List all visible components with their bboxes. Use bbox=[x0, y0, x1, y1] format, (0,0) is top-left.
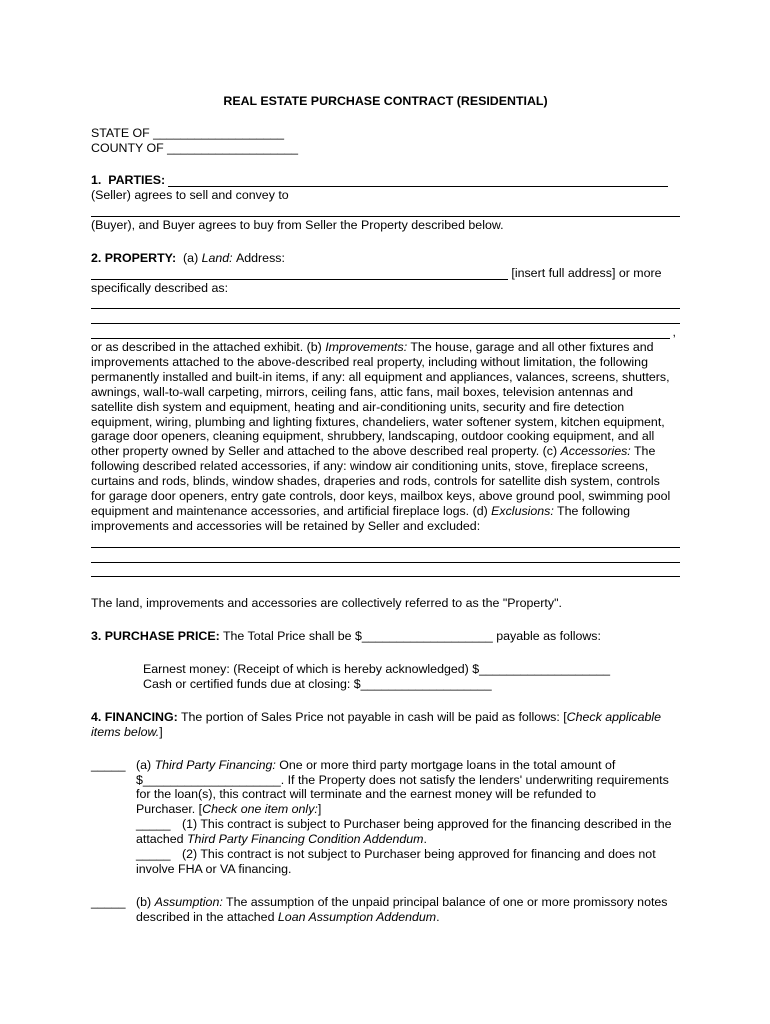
collective-note: The land, improvements and accessories are collectively referred to as the "Property". bbox=[91, 596, 562, 611]
third-party-text: Purchaser. [ bbox=[136, 802, 203, 817]
description-line bbox=[91, 504, 680, 519]
county-label: COUNTY OF bbox=[91, 141, 164, 156]
payment-breakdown bbox=[91, 662, 680, 692]
state-line bbox=[91, 126, 680, 141]
collective-note-block bbox=[91, 596, 680, 611]
third-party-line bbox=[91, 758, 680, 773]
description-line: improvements attached to the above-described real property, including without limitation, the following bbox=[91, 354, 648, 369]
third-party-amount-line bbox=[91, 773, 680, 788]
financing-option-2-text: (2) This contract is not subject to Purchaser being approved for financing and does not bbox=[182, 847, 656, 862]
legal-description-comma: , bbox=[672, 325, 676, 340]
third-party-label: Third Party Financing: bbox=[154, 757, 276, 772]
financing-option-1-cont bbox=[91, 832, 680, 847]
property-heading-line bbox=[91, 251, 680, 266]
assumption-text: The assumption of the unpaid principal balance of one or more promissory notes bbox=[222, 894, 668, 909]
third-party-text: One or more third party mortgage loans in the total amount of bbox=[275, 757, 616, 772]
described-as-line: specifically described as: bbox=[91, 280, 229, 295]
description-line: for garage door openers, entry gate controls, door keys, mailbox keys, above ground pool, swimming pool bbox=[91, 488, 671, 503]
assumption-item bbox=[91, 895, 680, 925]
payable-text: payable as follows: bbox=[492, 629, 601, 644]
county-line bbox=[91, 141, 680, 156]
third-party-text: ] bbox=[317, 802, 322, 817]
third-party-amount-field[interactable]: ____________________ bbox=[142, 772, 281, 787]
address-label: Address: bbox=[236, 250, 285, 265]
property-heading: 2. PROPERTY: bbox=[91, 250, 177, 265]
legal-description-field-1[interactable] bbox=[91, 295, 680, 310]
financing-line bbox=[91, 710, 680, 725]
description-line bbox=[91, 340, 680, 355]
exclusions-field-2[interactable] bbox=[91, 549, 680, 564]
third-party-instruction-line bbox=[91, 802, 680, 817]
cash-at-closing-field[interactable]: ___________________ bbox=[360, 677, 492, 691]
financing-section bbox=[91, 710, 680, 740]
description-line: awnings, wall-to-wall carpeting, mirrors, ceiling fans, attic fans, mail boxes, television antennas and bbox=[91, 384, 633, 399]
financing-heading: 4. FINANCING: bbox=[91, 709, 178, 724]
financing-option-1-text: attached bbox=[136, 832, 187, 847]
improvements-label: Improvements: bbox=[325, 340, 408, 355]
financing-option-1-text: (1) This contract is subject to Purchaser being approved for the financing described in the bbox=[182, 817, 672, 832]
check-one-instruction: Check one item only: bbox=[202, 802, 318, 817]
description-line: satellite dish system and equipment, heating and air-conditioning units, security and fire detection bbox=[91, 399, 625, 414]
financing-instruction: Check applicable bbox=[566, 709, 662, 724]
land-label: Land: bbox=[201, 250, 233, 265]
description-line bbox=[91, 444, 680, 459]
state-label: STATE OF bbox=[91, 126, 150, 141]
seller-line: (Seller) agrees to sell and convey to bbox=[91, 188, 289, 203]
cash-at-closing-text: Cash or certified funds due at closing: $ bbox=[143, 677, 361, 691]
assumption-line bbox=[91, 895, 680, 910]
financing-instruction-cont: items below. bbox=[91, 724, 160, 739]
description-line: curtains and rods, blinds, window shades, draperies and rods, controls for satellite dish system, controls bbox=[91, 474, 660, 489]
financing-option-1-checkbox[interactable]: _____ bbox=[136, 817, 171, 832]
contract-document bbox=[91, 0, 680, 925]
state-field[interactable]: ___________________ bbox=[153, 126, 285, 141]
assumption-checkbox[interactable]: _____ bbox=[91, 894, 126, 909]
total-price-field[interactable]: ___________________ bbox=[361, 629, 493, 644]
earnest-money-line bbox=[91, 662, 680, 677]
third-party-text: . If the Property does not satisfy the lenders' underwriting requirements bbox=[280, 772, 669, 787]
legal-description-field-3[interactable] bbox=[91, 325, 680, 340]
purchase-price-heading: 3. PURCHASE PRICE: bbox=[91, 629, 220, 644]
financing-addendum-name: Third Party Financing Condition Addendum bbox=[186, 832, 424, 847]
land-item-marker: (a) bbox=[183, 250, 199, 265]
third-party-text-line: for the loan(s), this contract will terminate and the earnest money will be refunded to bbox=[136, 787, 597, 802]
third-party-amount-prefix: $ bbox=[136, 772, 143, 787]
assumption-item-marker: (b) bbox=[136, 894, 155, 909]
description-line: permanently installed and built-in items, if any: all equipment and appliances, valances, screens, shutters, bbox=[91, 369, 670, 384]
description-text: The house, garage and all other fixtures and bbox=[407, 340, 654, 355]
assumption-text: . bbox=[436, 909, 440, 924]
assumption-text: described in the attached bbox=[136, 909, 278, 924]
cash-at-closing-line bbox=[91, 677, 680, 692]
address-line bbox=[91, 266, 680, 281]
accessories-label: Accessories: bbox=[560, 444, 631, 459]
purchase-price-section bbox=[91, 629, 680, 644]
description-line: following described related accessories, if any: window air conditioning units, stove, fireplace screens, bbox=[91, 459, 649, 474]
county-field[interactable]: ___________________ bbox=[167, 141, 299, 156]
description-text: The bbox=[630, 444, 656, 459]
financing-line-cont bbox=[91, 725, 680, 740]
exclusions-field-3[interactable] bbox=[91, 563, 680, 578]
exclusions-label: Exclusions: bbox=[491, 503, 554, 518]
exclusions-field-1[interactable] bbox=[91, 534, 680, 549]
seller-name-field[interactable] bbox=[168, 173, 668, 187]
financing-option-2-line bbox=[91, 847, 680, 862]
venue-block bbox=[91, 126, 680, 156]
assumption-label: Assumption: bbox=[154, 894, 223, 909]
description-line: garage door openers, cleaning equipment, shrubbery, landscaping, outdoor cooking equipment, and all bbox=[91, 429, 655, 444]
legal-description-field-2[interactable] bbox=[91, 310, 680, 325]
description-text: or as described in the attached exhibit. (b) bbox=[91, 340, 326, 355]
document-title: REAL ESTATE PURCHASE CONTRACT (RESIDENTIAL) bbox=[223, 93, 548, 108]
financing-option-1-line bbox=[91, 817, 680, 832]
total-price-text: The Total Price shall be $ bbox=[219, 629, 362, 644]
financing-option-2-cont: involve FHA or VA financing. bbox=[136, 861, 292, 876]
third-party-financing-item bbox=[91, 758, 680, 877]
financing-option-2-checkbox[interactable]: _____ bbox=[136, 847, 171, 862]
parties-section bbox=[91, 173, 680, 233]
address-hint: [insert full address] or more bbox=[511, 265, 662, 280]
property-section bbox=[91, 251, 680, 579]
earnest-money-field[interactable]: ___________________ bbox=[479, 662, 611, 677]
address-field[interactable] bbox=[91, 266, 508, 280]
parties-line bbox=[91, 173, 680, 188]
purchase-price-line bbox=[91, 629, 680, 644]
earnest-money-text: Earnest money: (Receipt of which is hereby acknowledged) $ bbox=[143, 662, 480, 677]
description-text: equipment and maintenance accessories, and artificial fireplace logs. (d) bbox=[91, 503, 492, 518]
third-party-checkbox[interactable]: _____ bbox=[91, 757, 126, 772]
buyer-line: (Buyer), and Buyer agrees to buy from Seller the Property described below. bbox=[91, 217, 504, 232]
third-party-item-marker: (a) bbox=[136, 757, 155, 772]
description-text: The following bbox=[553, 503, 631, 518]
assumption-cont bbox=[91, 910, 680, 925]
financing-instruction-close: ] bbox=[159, 724, 163, 739]
description-text: other property owned by Seller and attached to the above described real property. (c) bbox=[91, 444, 561, 459]
buyer-name-field[interactable] bbox=[91, 203, 680, 218]
financing-intro-text: The portion of Sales Price not payable in cash will be paid as follows: [ bbox=[177, 709, 567, 724]
parties-heading: 1. PARTIES: bbox=[91, 173, 166, 188]
financing-option-1-text: . bbox=[423, 832, 427, 847]
assumption-addendum-name: Loan Assumption Addendum bbox=[277, 909, 437, 924]
description-line: equipment, wiring, plumbing and lighting fixtures, chandeliers, water softener system, kitchen equipment, bbox=[91, 414, 665, 429]
description-line: improvements and accessories will be retained by Seller and excluded: bbox=[91, 518, 481, 533]
